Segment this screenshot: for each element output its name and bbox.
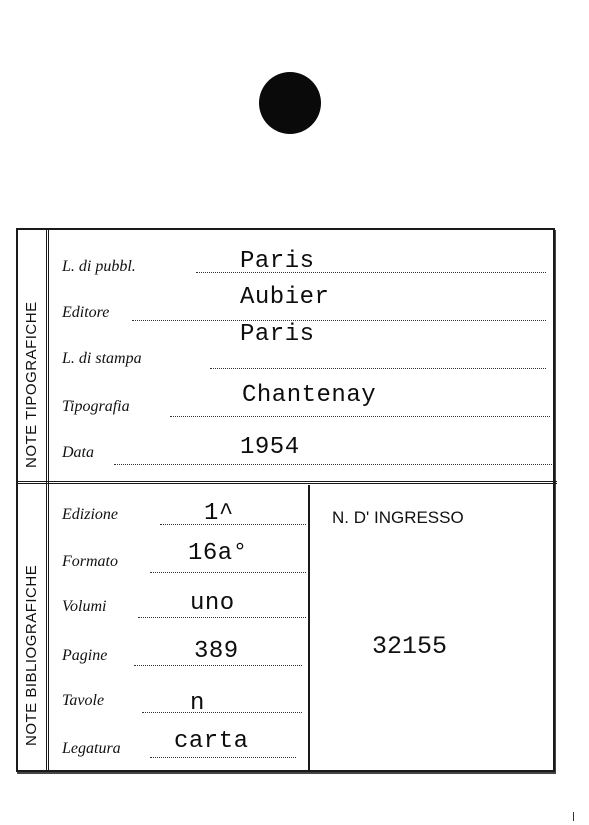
field-label: Pagine <box>62 647 108 664</box>
ingresso-number: 32155 <box>372 632 448 661</box>
ingresso-label: N. D' INGRESSO <box>332 508 464 527</box>
field-label: Data <box>62 444 94 461</box>
dotted-line <box>134 665 302 666</box>
field-value: Paris <box>240 248 315 275</box>
dotted-line <box>210 368 546 369</box>
field-value: Aubier <box>240 284 330 311</box>
dotted-line <box>142 712 302 713</box>
field-label: Legatura <box>62 740 121 757</box>
scan-mark <box>573 812 574 821</box>
section-label-bibliografiche: NOTE BIBLIOGRAFICHE <box>23 564 40 746</box>
dotted-line <box>170 416 550 417</box>
field-label: Formato <box>62 553 118 570</box>
field-value: 1954 <box>240 434 300 461</box>
field-label: Volumi <box>62 598 107 615</box>
dotted-line <box>150 757 296 758</box>
field-label: L. di pubbl. <box>62 258 136 275</box>
dotted-line <box>114 464 552 465</box>
field-value: carta <box>174 728 249 755</box>
dotted-line <box>138 617 306 618</box>
field-label: Editore <box>62 304 110 321</box>
field-value: 1^ <box>204 500 234 527</box>
field-value: 389 <box>194 638 239 665</box>
field-label: Edizione <box>62 506 118 523</box>
field-value: 16a° <box>188 540 248 567</box>
field-value: Chantenay <box>242 382 377 409</box>
side-label-divider <box>46 230 49 770</box>
field-label: Tavole <box>62 692 105 709</box>
field-label: L. di stampa <box>62 350 142 367</box>
dotted-line <box>150 572 306 573</box>
ingresso-divider <box>308 485 310 770</box>
punch-hole <box>259 72 321 134</box>
field-value: Paris <box>240 321 315 348</box>
section-divider <box>16 481 557 484</box>
dotted-line <box>132 320 546 321</box>
section-label-tipografiche: NOTE TIPOGRAFICHE <box>23 301 40 468</box>
field-value: uno <box>190 590 235 617</box>
field-label: Tipografia <box>62 398 130 415</box>
field-value: n <box>190 690 205 717</box>
